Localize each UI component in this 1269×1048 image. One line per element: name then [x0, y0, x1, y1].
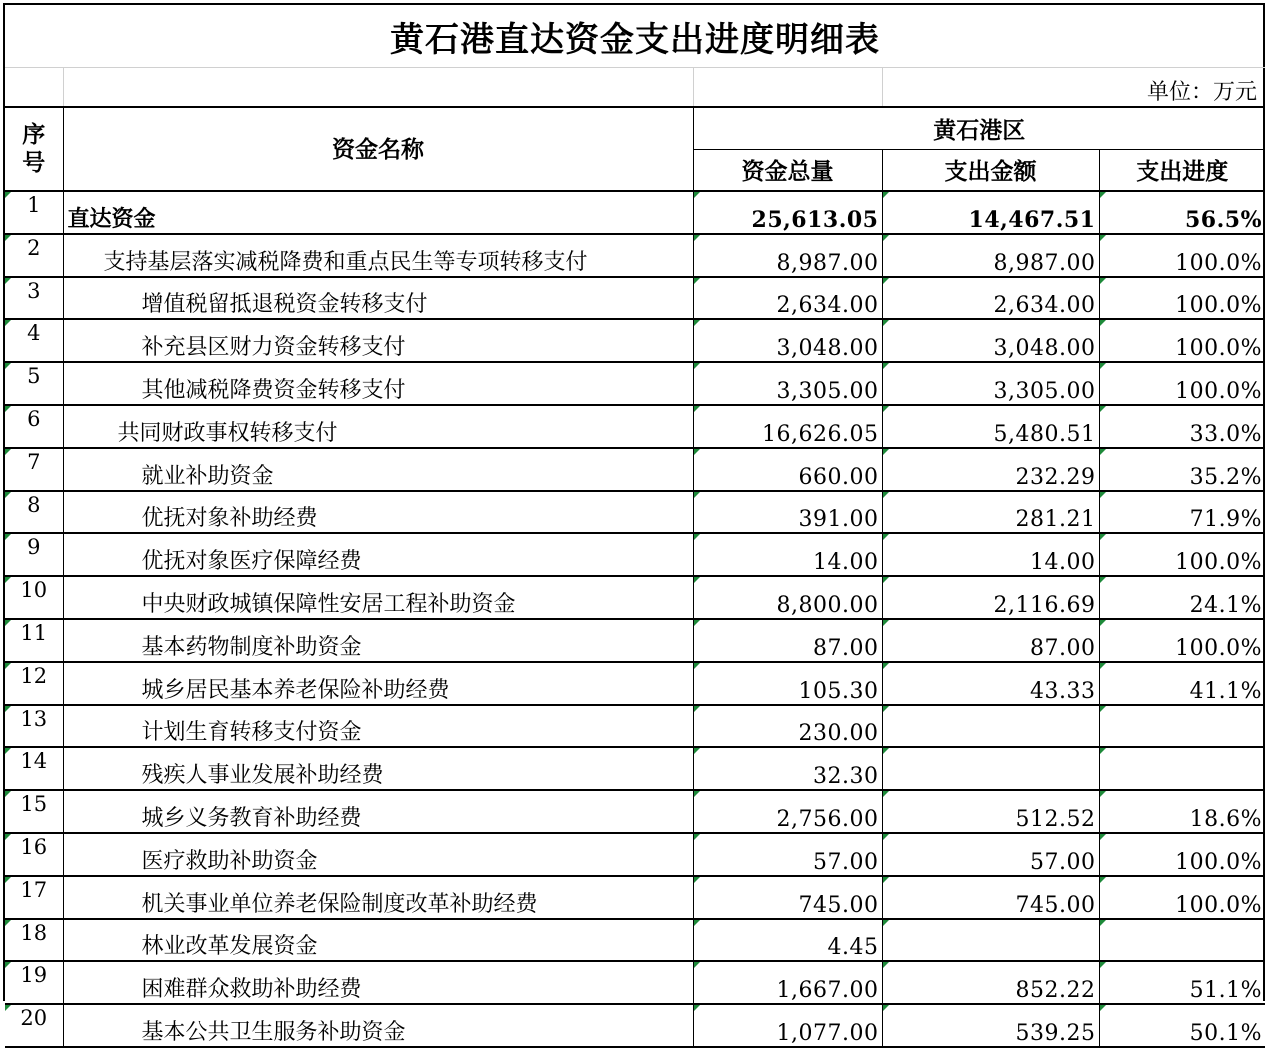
table-row [5, 619, 1265, 662]
row-seq-cell: 9 [5, 533, 63, 576]
row-spent-cell: 3,305.00 [882, 362, 1099, 405]
table-row [5, 1004, 1265, 1047]
row-total-cell: 105.30 [693, 662, 882, 705]
row-spent-cell [882, 919, 1099, 962]
row-progress-cell: 100.0% [1099, 277, 1265, 320]
table-row [5, 491, 1265, 534]
row-name-cell: 计划生育转移支付资金 [63, 705, 693, 748]
seq-header-line1: 序 [22, 121, 46, 148]
table-row [5, 576, 1265, 619]
name-header: 资金名称 [63, 107, 693, 191]
row-progress-cell: 100.0% [1099, 362, 1265, 405]
row-progress-cell: 24.1% [1099, 576, 1265, 619]
row-name-cell: 残疾人事业发展补助经费 [63, 747, 693, 790]
row-seq-cell: 18 [5, 919, 63, 962]
row-name-cell: 补充县区财力资金转移支付 [63, 319, 693, 362]
seq-header-line2: 号 [22, 149, 46, 176]
fund-table [5, 5, 1265, 1048]
table-row [5, 790, 1265, 833]
row-seq-cell: 7 [5, 448, 63, 491]
row-total-cell: 16,626.05 [693, 405, 882, 448]
row-total-cell: 8,987.00 [693, 234, 882, 277]
row-total-cell: 3,048.00 [693, 319, 882, 362]
row-seq-cell: 14 [5, 747, 63, 790]
spreadsheet [3, 3, 1265, 1046]
row-name-cell: 其他减税降费资金转移支付 [63, 362, 693, 405]
row-total-cell: 3,305.00 [693, 362, 882, 405]
row-spent-cell: 745.00 [882, 876, 1099, 919]
row-progress-cell: 100.0% [1099, 619, 1265, 662]
row-seq-cell: 6 [5, 405, 63, 448]
empty-cell [63, 68, 693, 108]
row-seq-cell: 1 [5, 191, 63, 234]
row-spent-cell: 14.00 [882, 533, 1099, 576]
row-name-cell: 优抚对象医疗保障经费 [63, 533, 693, 576]
row-seq-cell: 10 [5, 576, 63, 619]
row-total-cell: 87.00 [693, 619, 882, 662]
row-name-cell: 困难群众救助补助经费 [63, 961, 693, 1004]
row-spent-cell: 3,048.00 [882, 319, 1099, 362]
row-progress-cell: 100.0% [1099, 833, 1265, 876]
row-spent-cell: 5,480.51 [882, 405, 1099, 448]
table-row [5, 747, 1265, 790]
row-total-cell: 57.00 [693, 833, 882, 876]
row-spent-cell: 8,987.00 [882, 234, 1099, 277]
row-total-cell: 660.00 [693, 448, 882, 491]
row-total-cell: 1,077.00 [693, 1004, 882, 1047]
total-header: 资金总量 [693, 149, 882, 191]
table-row [5, 448, 1265, 491]
row-name-cell: 机关事业单位养老保险制度改革补助经费 [63, 876, 693, 919]
table-row [5, 876, 1265, 919]
row-spent-cell: 2,634.00 [882, 277, 1099, 320]
table-row [5, 533, 1265, 576]
row-seq-cell: 11 [5, 619, 63, 662]
row-total-cell: 4.45 [693, 919, 882, 962]
row-total-cell: 745.00 [693, 876, 882, 919]
row-progress-cell: 56.5% [1099, 191, 1265, 234]
row-name-cell: 支持基层落实减税降费和重点民生等专项转移支付 [63, 234, 693, 277]
table-row [5, 833, 1265, 876]
table-row [5, 919, 1265, 962]
table-row [5, 234, 1265, 277]
row-spent-cell [882, 705, 1099, 748]
row-progress-cell: 33.0% [1099, 405, 1265, 448]
unit-label: 单位：万元 [882, 68, 1265, 108]
table-row [5, 191, 1265, 234]
table-row [5, 705, 1265, 748]
table-row [5, 662, 1265, 705]
row-progress-cell: 50.1% [1099, 1004, 1265, 1047]
row-name-cell: 中央财政城镇保障性安居工程补助资金 [63, 576, 693, 619]
row-progress-cell: 100.0% [1099, 533, 1265, 576]
row-progress-cell [1099, 919, 1265, 962]
table-row [5, 362, 1265, 405]
row-name-cell: 优抚对象补助经费 [63, 491, 693, 534]
table-row [5, 277, 1265, 320]
row-total-cell: 391.00 [693, 491, 882, 534]
row-spent-cell: 43.33 [882, 662, 1099, 705]
row-seq-cell: 4 [5, 319, 63, 362]
row-progress-cell [1099, 705, 1265, 748]
row-progress-cell: 35.2% [1099, 448, 1265, 491]
row-spent-cell: 281.21 [882, 491, 1099, 534]
row-name-cell: 增值税留抵退税资金转移支付 [63, 277, 693, 320]
row-total-cell: 1,667.00 [693, 961, 882, 1004]
row-spent-cell: 14,467.51 [882, 191, 1099, 234]
row-progress-cell: 18.6% [1099, 790, 1265, 833]
empty-cell [5, 68, 63, 108]
table-row [5, 319, 1265, 362]
region-header: 黄石港区 [693, 107, 1265, 149]
empty-cell [693, 68, 882, 108]
row-spent-cell: 2,116.69 [882, 576, 1099, 619]
row-name-cell: 就业补助资金 [63, 448, 693, 491]
table-row [5, 405, 1265, 448]
row-seq-cell: 20 [5, 1004, 63, 1047]
spent-header: 支出金额 [882, 149, 1099, 191]
row-total-cell: 2,756.00 [693, 790, 882, 833]
row-spent-cell: 539.25 [882, 1004, 1099, 1047]
row-seq-cell: 19 [5, 961, 63, 1004]
row-total-cell: 2,634.00 [693, 277, 882, 320]
row-seq-cell: 5 [5, 362, 63, 405]
row-seq-cell: 16 [5, 833, 63, 876]
row-spent-cell: 87.00 [882, 619, 1099, 662]
row-total-cell: 230.00 [693, 705, 882, 748]
row-name-cell: 城乡义务教育补助经费 [63, 790, 693, 833]
row-name-cell: 城乡居民基本养老保险补助经费 [63, 662, 693, 705]
row-spent-cell: 512.52 [882, 790, 1099, 833]
row-spent-cell: 57.00 [882, 833, 1099, 876]
row-total-cell: 32.30 [693, 747, 882, 790]
row-name-cell: 直达资金 [63, 191, 693, 234]
row-seq-cell: 2 [5, 234, 63, 277]
page-title: 黄石港直达资金支出进度明细表 [5, 5, 1265, 68]
seq-header [5, 107, 63, 191]
row-seq-cell: 15 [5, 790, 63, 833]
row-seq-cell: 12 [5, 662, 63, 705]
row-name-cell: 共同财政事权转移支付 [63, 405, 693, 448]
row-name-cell: 基本药物制度补助资金 [63, 619, 693, 662]
row-seq-cell: 8 [5, 491, 63, 534]
row-progress-cell: 71.9% [1099, 491, 1265, 534]
row-spent-cell [882, 747, 1099, 790]
row-name-cell: 医疗救助补助资金 [63, 833, 693, 876]
row-progress-cell: 100.0% [1099, 319, 1265, 362]
progress-header: 支出进度 [1099, 149, 1265, 191]
row-name-cell: 基本公共卫生服务补助资金 [63, 1004, 693, 1047]
table-row [5, 961, 1265, 1004]
row-progress-cell [1099, 747, 1265, 790]
row-seq-cell: 13 [5, 705, 63, 748]
row-progress-cell: 100.0% [1099, 876, 1265, 919]
row-spent-cell: 232.29 [882, 448, 1099, 491]
row-spent-cell: 852.22 [882, 961, 1099, 1004]
row-total-cell: 25,613.05 [693, 191, 882, 234]
row-progress-cell: 100.0% [1099, 234, 1265, 277]
row-progress-cell: 41.1% [1099, 662, 1265, 705]
row-seq-cell: 17 [5, 876, 63, 919]
row-total-cell: 8,800.00 [693, 576, 882, 619]
row-progress-cell: 51.1% [1099, 961, 1265, 1004]
row-total-cell: 14.00 [693, 533, 882, 576]
row-seq-cell: 3 [5, 277, 63, 320]
row-name-cell: 林业改革发展资金 [63, 919, 693, 962]
